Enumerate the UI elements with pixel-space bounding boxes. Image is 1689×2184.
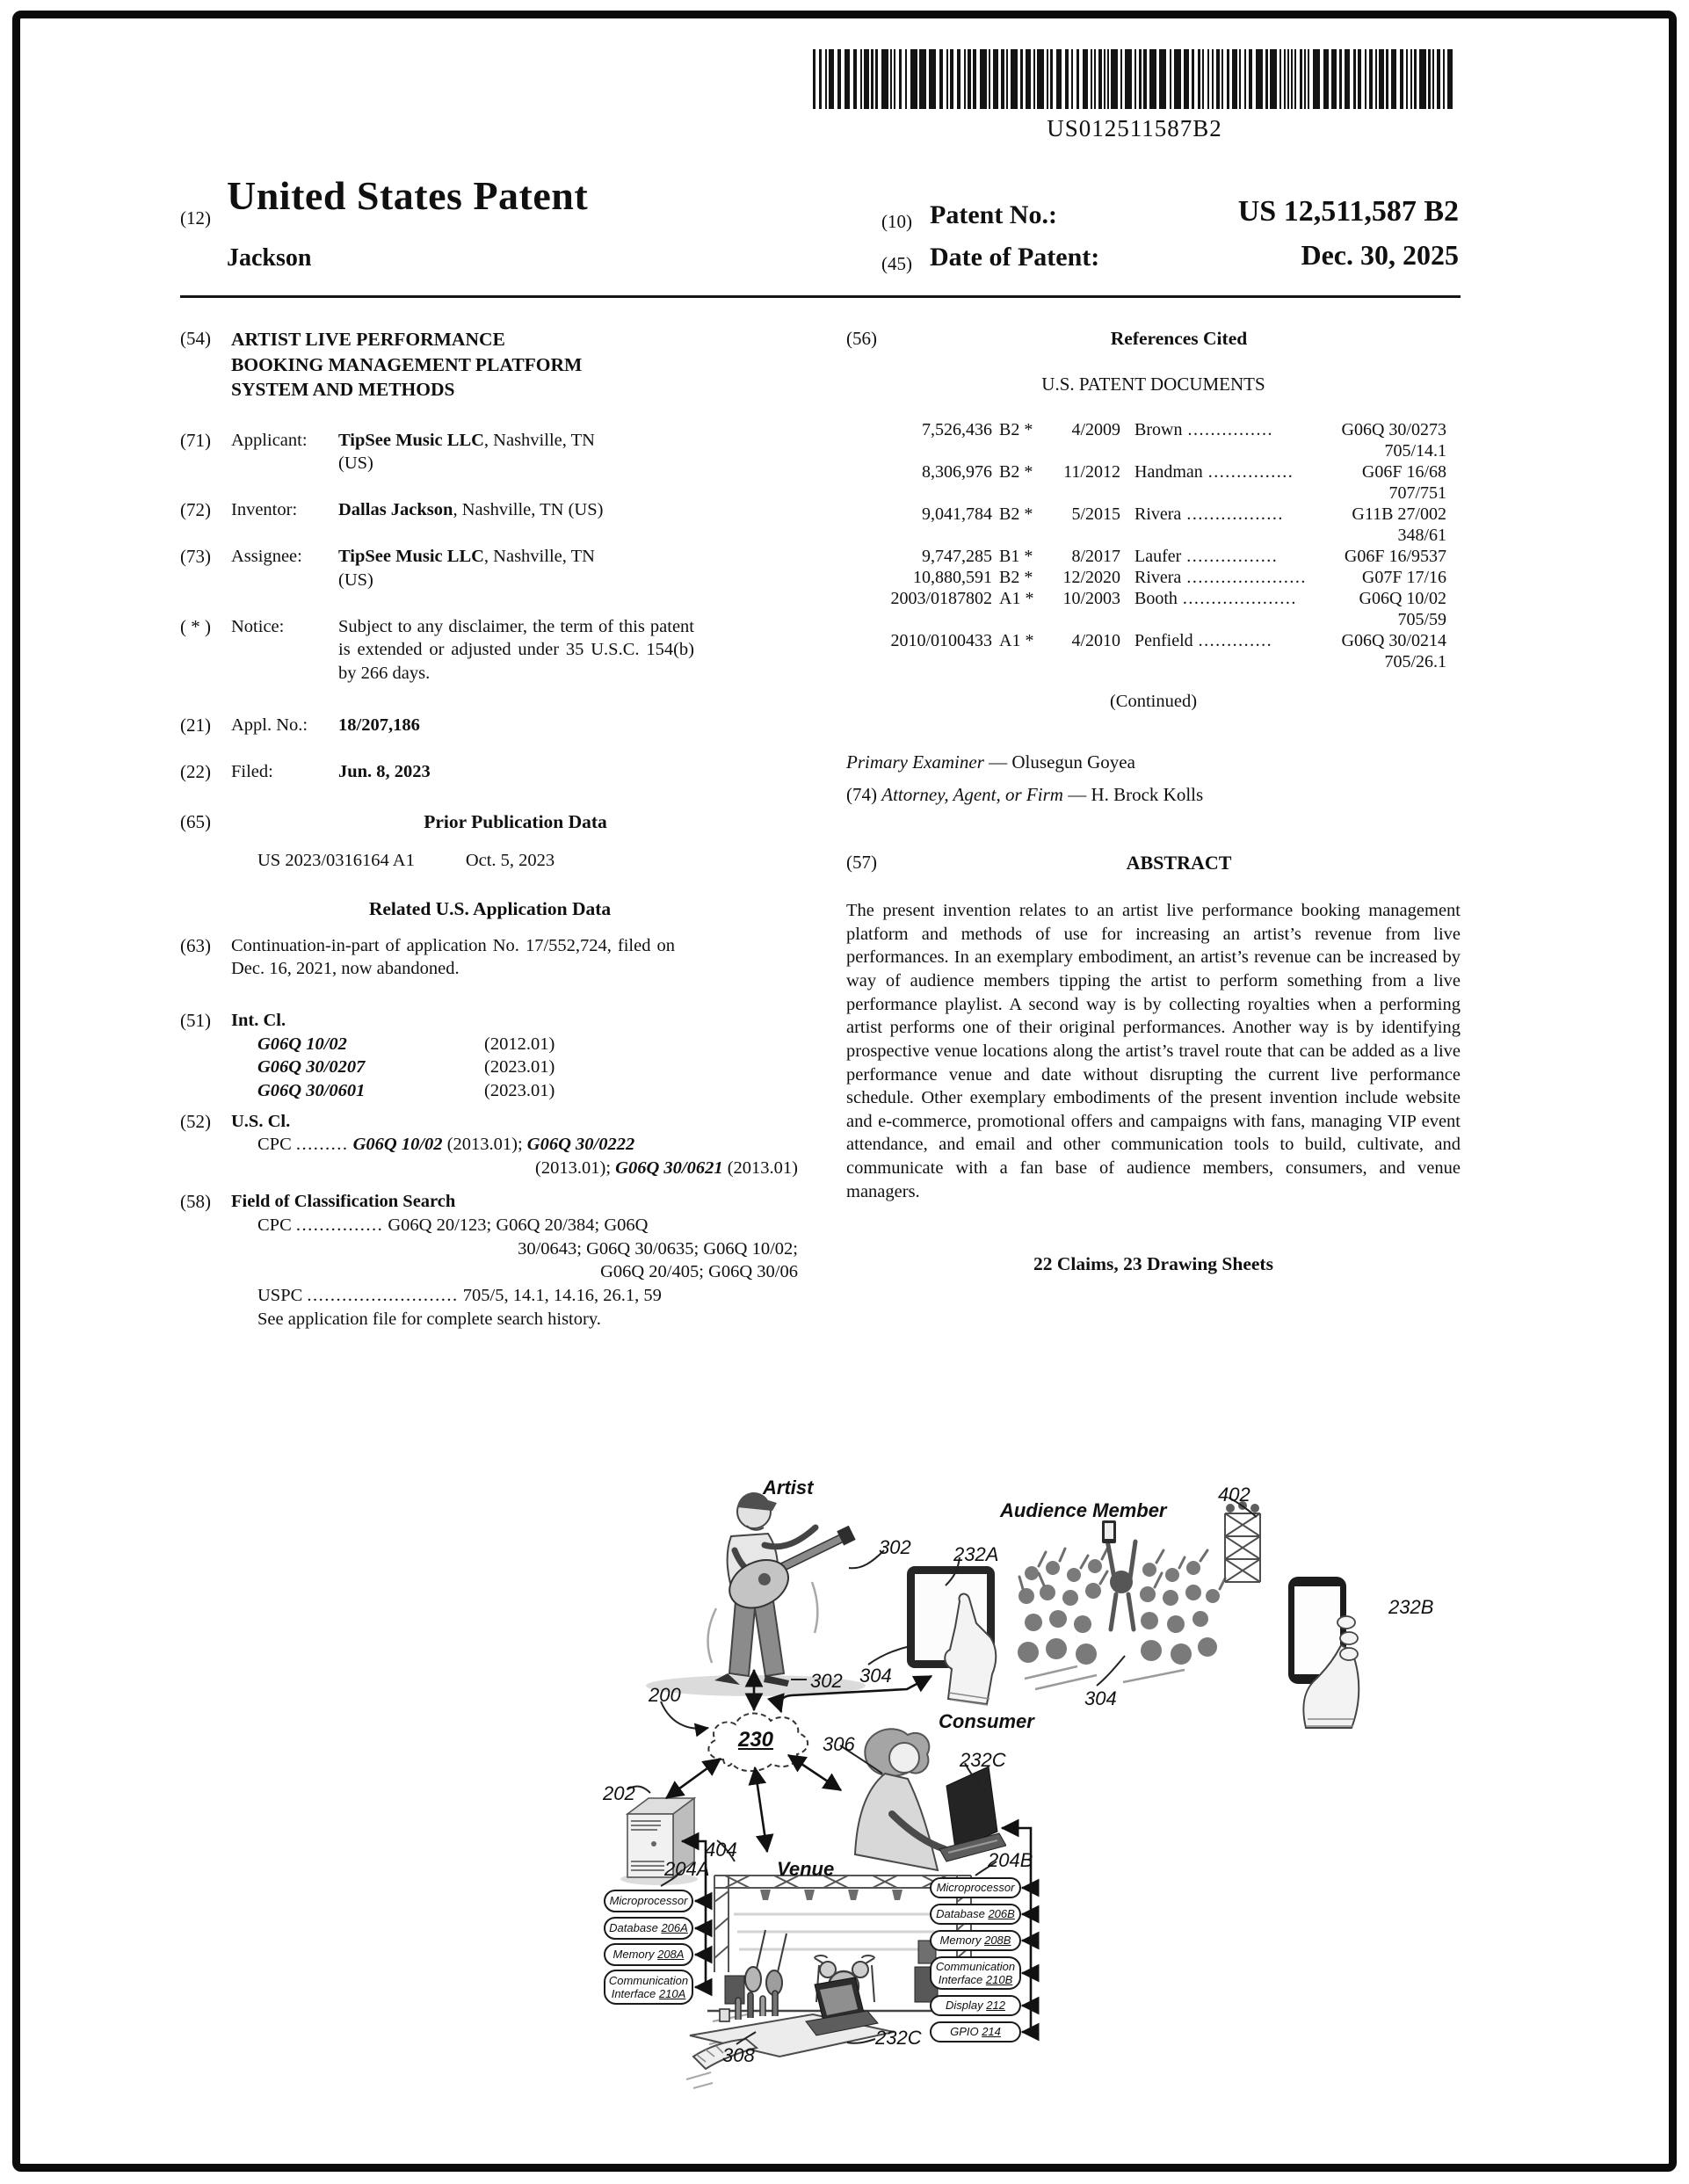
ref-date: 11/2012 — [1063, 462, 1120, 483]
ref-number: 7,526,436 — [922, 420, 992, 440]
ref-402: 402 — [1218, 1484, 1250, 1506]
ref-kind: B2 * — [999, 420, 1033, 440]
tablet-illustration — [898, 1561, 1008, 1709]
continuation-text: Continuation-in-part of application No. 17/552,724, filed on Dec. 16, 2021, now abandoned. — [231, 935, 675, 979]
ref-class: G11B 27/002 — [1352, 504, 1446, 525]
search-classes: 30/0643; G06Q 30/0635; G06Q 10/02; — [518, 1238, 798, 1259]
reference-row — [869, 504, 1446, 525]
pill-ref: 214 — [982, 2025, 1001, 2039]
search-heading: Field of Classification Search — [231, 1192, 456, 1212]
field-tag: (57) — [846, 852, 877, 874]
patent-no-value: US 12,511,587 B2 — [1237, 195, 1459, 228]
ref-number: 9,747,285 — [922, 547, 992, 567]
int-cl-row — [257, 1079, 800, 1103]
pill-ref: 212 — [986, 1999, 1005, 2013]
ref-302: 302 — [879, 1536, 911, 1558]
phone-illustration — [1264, 1571, 1382, 1734]
field-tag: (74) — [846, 784, 877, 806]
pill-ref: 210A — [658, 1987, 686, 2000]
component-gpio — [930, 2021, 1021, 2043]
cpc-text: (2013.01); — [535, 1157, 616, 1178]
notice-label: Notice: — [231, 616, 285, 636]
search-classes: G06Q 20/123; G06Q 20/384; G06Q — [388, 1215, 649, 1236]
reference-row — [869, 630, 1446, 651]
notice-text: Subject to any disclaimer, the term of this patent is extended or adjusted under 35 U.S.C. 154(b) by 266 days. — [338, 616, 694, 683]
continued-note: (Continued) — [1109, 692, 1198, 712]
field-tag: (72) — [180, 499, 211, 521]
pill-label: Communication Interface — [935, 1959, 1016, 1986]
class-version: (2012.01) — [484, 1034, 555, 1054]
prior-publication-heading: Prior Publication Data — [424, 811, 607, 833]
header-rule — [180, 295, 1461, 298]
ref-kind: B1 * — [999, 547, 1033, 567]
ref-kind: B2 * — [999, 504, 1033, 525]
invention-title: ARTIST LIVE PERFORMANCE BOOKING MANAGEMENT PLATFORM SYSTEM AND METHODS — [231, 329, 583, 401]
cpc-text: (2013.01) — [722, 1157, 798, 1178]
cpc-code: G06Q 10/02 — [352, 1135, 443, 1155]
ref-class: G07F 17/16 — [1361, 568, 1446, 588]
dot-leader: ..................... — [1186, 568, 1307, 588]
ref-kind: B2 * — [999, 462, 1033, 483]
component-microprocessor-b — [930, 1877, 1021, 1898]
filed-label: Filed: — [231, 761, 273, 781]
ref-subclass: 705/26.1 — [1384, 652, 1446, 672]
field-73-assignee — [180, 545, 800, 591]
artist-illustration — [633, 1475, 896, 1705]
barcode-bars — [813, 49, 1456, 109]
int-cl-row — [257, 1056, 800, 1079]
dot-leader: ................ — [1186, 547, 1279, 567]
field-63-continuation — [180, 934, 800, 981]
ref-subclass: 705/14.1 — [1384, 441, 1446, 461]
field-tag: ( * ) — [180, 615, 211, 637]
ref-name: Rivera — [1134, 568, 1182, 588]
consumer-label: Consumer — [939, 1710, 1034, 1732]
page-title: United States Patent — [227, 173, 589, 218]
ref-230-network: 230 — [737, 1728, 774, 1752]
artist-label: Artist — [763, 1477, 814, 1498]
field-51-int-cl — [180, 1009, 800, 1103]
pill-ref: 210B — [985, 1973, 1013, 1986]
left-column — [180, 327, 800, 1331]
ref-232C: 232C — [875, 2027, 922, 2049]
code-10: (10) — [881, 211, 912, 232]
ref-name: Rivera — [1134, 504, 1182, 525]
appl-no-value: 18/207,186 — [338, 715, 420, 735]
abstract-text: The present invention relates to an artist live performance booking management platform and methods of use for increasing an artist’s revenue from live performances. In an exemplary embodiment, an artist’s revenue can be increased by way of audience members tipping the artist to perform something from a live performance playlist. A second way is by collecting royalties when a performing artist performs one of their original performances. Another way is by identifying prospective venue locations along the artist’s travel route that can be added as a live performance venue and date without disrupting the current live performance schedule. Other exemplary embodiments of the present invention include website and e-commerce, promotional offers and campaigns with fans, managing VIP event attendance, and email and other communication tools to build, cultivate, and communicate with a fan base of audience members, consumers, and venue managers. — [846, 901, 1461, 1201]
publication-number: US 2023/0316164 A1 — [257, 851, 415, 871]
barcode — [813, 49, 1456, 142]
audience-illustration — [1018, 1498, 1268, 1700]
component-database-b — [930, 1904, 1021, 1925]
ref-kind: A1 * — [999, 631, 1034, 651]
ref-subclass: 707/751 — [1388, 483, 1446, 504]
dot-leader: ......... — [295, 1135, 349, 1155]
attorney-line — [846, 783, 1461, 807]
ref-kind: B2 * — [999, 568, 1033, 588]
ref-class: G06F 16/68 — [1361, 462, 1446, 483]
pill-ref: 206B — [988, 1907, 1015, 1921]
class-code: G06Q 10/02 — [257, 1034, 347, 1054]
right-column — [846, 327, 1461, 1277]
ref-302: 302 — [810, 1670, 843, 1692]
pill-ref: 208A — [657, 1948, 685, 1962]
field-58-search — [180, 1190, 800, 1331]
date-of-patent-label: Date of Patent: — [930, 243, 1100, 272]
cpc-label: CPC — [257, 1215, 292, 1236]
dot-leader: ................. — [1186, 504, 1284, 525]
pill-ref: 208B — [984, 1934, 1011, 1948]
dot-leader: ............... — [295, 1215, 384, 1236]
ref-number: 8,306,976 — [922, 462, 992, 483]
ref-date: 10/2003 — [1062, 589, 1120, 609]
dot-leader: .......................... — [307, 1286, 459, 1305]
pill-label: Communication Interface — [608, 1973, 689, 2000]
component-display — [930, 1995, 1021, 2016]
cpc-code: G06Q 30/0621 — [615, 1157, 723, 1178]
ref-232A: 232A — [953, 1543, 999, 1565]
ref-date: 5/2015 — [1071, 504, 1120, 525]
ref-number: 9,041,784 — [922, 504, 992, 525]
code-45: (45) — [881, 253, 912, 274]
field-56-references — [846, 327, 1461, 352]
ref-name: Penfield — [1134, 631, 1193, 651]
claims-drawing-line: 22 Claims, 23 Drawing Sheets — [1033, 1253, 1273, 1275]
dot-leader: ............... — [1207, 462, 1294, 483]
component-memory-b — [930, 1930, 1021, 1951]
reference-row — [869, 567, 1446, 588]
pill-label: Memory — [613, 1948, 658, 1962]
ref-name: Laufer — [1134, 547, 1182, 567]
us-cl-heading: U.S. Cl. — [231, 1111, 291, 1131]
references-table — [846, 419, 1461, 672]
figure-1-system-diagram — [0, 1433, 1689, 2184]
consumer-illustration — [830, 1716, 1006, 1887]
applicant-address: , Nashville, TN (US) — [338, 430, 595, 474]
assignee-label: Assignee: — [231, 547, 302, 567]
applicant-label: Applicant: — [231, 430, 308, 450]
ref-kind: A1 * — [999, 589, 1034, 609]
cpc-code: G06Q 30/0222 — [526, 1135, 635, 1155]
filed-value: Jun. 8, 2023 — [338, 761, 431, 781]
ref-name: Handman — [1134, 462, 1203, 483]
references-heading: References Cited — [1110, 328, 1248, 349]
inventor-surname: Jackson — [227, 244, 312, 272]
field-54-title — [180, 327, 800, 403]
ref-204A: 204A — [664, 1858, 710, 1880]
field-tag: (73) — [180, 546, 211, 568]
field-57-abstract — [846, 851, 1461, 876]
applicant-name: TipSee Music LLC — [338, 430, 484, 450]
examiner-name: — Olusegun Goyea — [983, 751, 1135, 773]
field-tag: (54) — [180, 328, 211, 349]
inventor-label: Inventor: — [231, 500, 298, 520]
ref-name: Brown — [1134, 420, 1183, 440]
ref-404: 404 — [705, 1839, 737, 1861]
ref-class: G06F 16/9537 — [1344, 547, 1446, 567]
field-65-prior-publication — [180, 810, 800, 873]
kind-code-12: (12) — [180, 207, 211, 229]
class-version: (2023.01) — [484, 1057, 555, 1077]
ref-232C: 232C — [960, 1749, 1006, 1771]
field-71-applicant — [180, 429, 800, 475]
ref-date: 4/2009 — [1071, 420, 1120, 440]
field-52-us-cl — [180, 1110, 800, 1180]
assignee-name: TipSee Music LLC — [338, 547, 484, 567]
ref-308: 308 — [722, 2044, 755, 2066]
barcode-text: US012511587B2 — [1047, 115, 1222, 141]
component-communication-interface-b — [930, 1956, 1021, 1990]
cpc-text: (2013.01); — [442, 1135, 527, 1155]
audience-member-label: Audience Member — [1000, 1499, 1167, 1521]
ref-304: 304 — [859, 1665, 892, 1687]
pill-label: Microprocessor — [609, 1894, 688, 1908]
field-21-appl-no — [180, 714, 800, 737]
field-tag: (21) — [180, 714, 211, 736]
ref-202-server: 202 — [603, 1782, 635, 1804]
ref-date: 4/2010 — [1071, 631, 1120, 651]
ref-class: G06Q 10/02 — [1359, 589, 1446, 609]
reference-row — [869, 461, 1446, 483]
class-version: (2023.01) — [484, 1080, 555, 1100]
ref-200-system: 200 — [649, 1684, 681, 1706]
reference-row — [869, 546, 1446, 567]
dot-leader: ............. — [1198, 631, 1273, 651]
pill-label: Database — [609, 1921, 662, 1935]
pill-label: Microprocessor — [936, 1881, 1015, 1895]
cpc-label: CPC — [257, 1135, 292, 1155]
inventor-address: , Nashville, TN (US) — [453, 500, 604, 520]
ref-number: 2010/0100433 — [890, 631, 992, 651]
ref-204B: 204B — [988, 1849, 1033, 1871]
publication-date: Oct. 5, 2023 — [465, 851, 555, 871]
attorney-name: — H. Brock Kolls — [1062, 784, 1204, 806]
ref-number: 10,880,591 — [913, 568, 992, 588]
pill-ref: 206A — [661, 1921, 688, 1935]
ref-304: 304 — [1084, 1687, 1117, 1709]
int-cl-row — [257, 1033, 800, 1056]
dot-leader: .................... — [1182, 589, 1297, 609]
ref-class: G06Q 30/0214 — [1341, 631, 1446, 651]
class-code: G06Q 30/0601 — [257, 1080, 366, 1100]
class-code: G06Q 30/0207 — [257, 1057, 366, 1077]
ref-name: Booth — [1134, 589, 1178, 609]
related-data-heading: Related U.S. Application Data — [368, 897, 612, 919]
component-microprocessor-a — [604, 1890, 693, 1912]
assignee-address: , Nashville, TN (US) — [338, 547, 595, 590]
reference-row — [869, 588, 1446, 609]
ref-date: 8/2017 — [1071, 547, 1120, 567]
ref-number: 2003/0187802 — [890, 589, 992, 609]
uspc-classes: 705/5, 14.1, 14.16, 26.1, 59 — [462, 1286, 662, 1305]
pill-label: Database — [936, 1907, 989, 1921]
ref-subclass: 705/59 — [1397, 610, 1446, 630]
pill-label: GPIO — [950, 2025, 982, 2039]
date-of-patent-value: Dec. 30, 2025 — [1301, 239, 1459, 271]
pill-label: Display — [946, 1999, 987, 2013]
search-note: See application file for complete search history. — [257, 1309, 601, 1329]
venue-label: Venue — [777, 1858, 835, 1880]
field-tag: (56) — [846, 328, 877, 349]
field-tag: (52) — [180, 1110, 211, 1132]
abstract-heading: ABSTRACT — [1126, 852, 1232, 874]
field-tag: (51) — [180, 1009, 211, 1031]
field-22-filed — [180, 760, 800, 784]
int-cl-heading: Int. Cl. — [231, 1010, 286, 1030]
attorney-label: Attorney, Agent, or Firm — [881, 784, 1063, 806]
field-tag: (65) — [180, 811, 211, 833]
field-tag: (58) — [180, 1191, 211, 1213]
primary-examiner-line — [846, 751, 1461, 774]
component-memory-a — [604, 1943, 693, 1966]
inventor-name: Dallas Jackson — [338, 500, 453, 520]
examiner-label: Primary Examiner — [846, 751, 984, 773]
component-communication-interface-a — [604, 1970, 693, 2005]
search-classes: G06Q 20/405; G06Q 30/06 — [600, 1262, 798, 1282]
ref-class: G06Q 30/0273 — [1341, 420, 1446, 440]
patent-no-label: Patent No.: — [930, 200, 1057, 229]
uspc-label: USPC — [257, 1286, 303, 1305]
venue-table-illustration — [681, 1970, 901, 2093]
field-tag: (71) — [180, 429, 211, 451]
us-patent-documents-heading: U.S. PATENT DOCUMENTS — [1041, 373, 1265, 395]
field-tag: (63) — [180, 934, 211, 956]
component-database-a — [604, 1917, 693, 1940]
field-tag: (22) — [180, 760, 211, 782]
ref-subclass: 348/61 — [1397, 526, 1446, 546]
dot-leader: ............... — [1187, 420, 1273, 440]
ref-232B: 232B — [1388, 1596, 1434, 1618]
reference-row — [869, 419, 1446, 440]
pill-label: Memory — [939, 1934, 985, 1948]
ref-date: 12/2020 — [1062, 568, 1120, 588]
ref-306: 306 — [823, 1733, 855, 1755]
appl-no-label: Appl. No.: — [231, 715, 308, 735]
field-notice — [180, 615, 800, 686]
field-72-inventor — [180, 498, 800, 522]
